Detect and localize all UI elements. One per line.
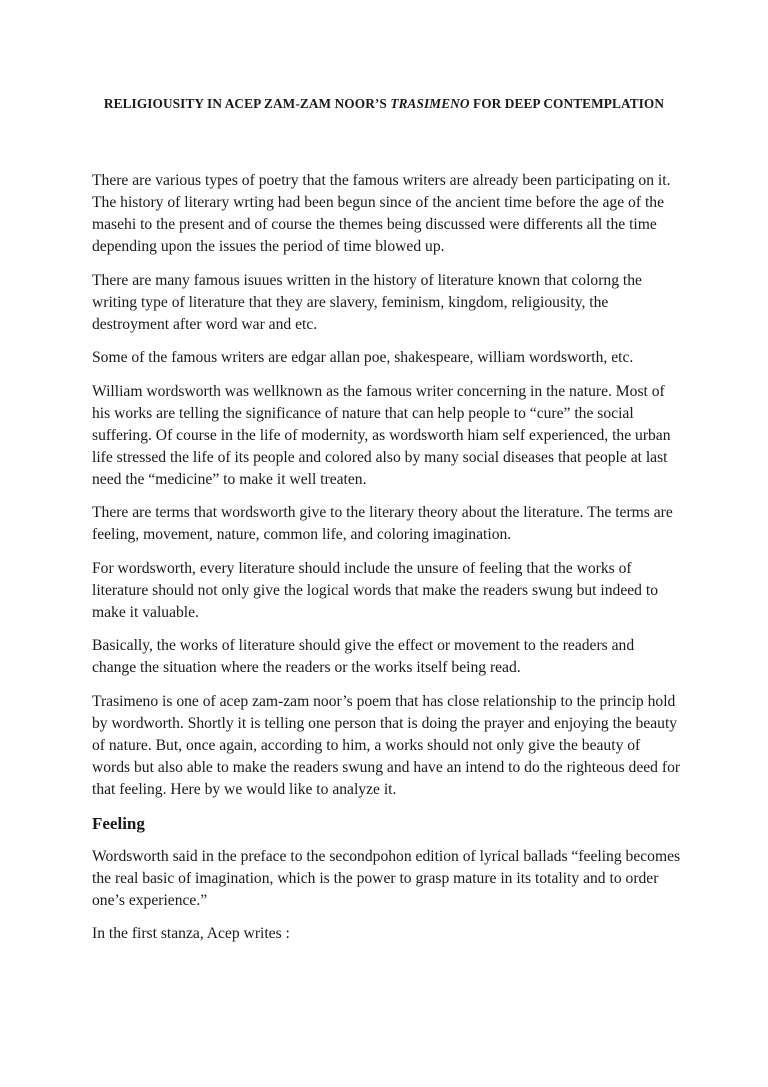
title-part-1: RELIGIOUSITY IN ACEP ZAM-ZAM NOOR’S [103, 96, 391, 111]
paragraph: Some of the famous writers are edgar allan poe, shakespeare, william wordsworth, etc. [92, 349, 634, 366]
title-part-2: FOR DEEP CONTEMPLATION [469, 96, 665, 111]
paragraph: William wordsworth was wellknown as the famous writer concerning in the nature. Most of his works are telling the significance of nature that can help people to “cure” the social suffering. Of course in the life of modernity, as wordsworth hiam self experienced, the urban life stressed the life of its people and colored also by many social diseases that people at last need the “medicine” to make it well treaten. [92, 382, 671, 488]
paragraph: In the first stanza, Acep writes : [92, 925, 290, 942]
paragraph: There are various types of poetry that the famous writers are already been participating on it. The history of literary wrting had been begun since of the ancient time before the age of the masehi to the present and of course the themes being discussed were differents all the time depending upon the issues the period of time blowed up. [92, 172, 671, 255]
paragraph: Wordsworth said in the preface to the secondpohon edition of lyrical ballads “feeling becomes the real basic of imagination, which is the power to grasp mature in its totality and to order one’s experience.” [92, 847, 681, 909]
section-heading: Feeling [92, 813, 145, 833]
paragraph: Basically, the works of literature should give the effect or movement to the readers and change the situation where the readers or the works itself being read. [92, 637, 635, 676]
document-title [100, 94, 668, 113]
document-body [92, 170, 682, 957]
paragraph: There are many famous isuues written in the history of literature known that colorng the writing type of literature that they are slavery, feminism, kingdom, religiousity, the destroyment after word war and etc. [92, 271, 642, 333]
paragraph: Trasimeno is one of acep zam-zam noor’s poem that has close relationship to the princip hold by wordworth. Shortly it is telling one person that is doing the prayer and enjoying the beauty of nature. But, once again, according to him, a works should not only give the beauty of words but also able to make the readers swung and have an intend to do the righteous deed for that feeling. Here by we would like to analyze it. [92, 692, 681, 798]
paragraph: For wordsworth, every literature should include the unsure of feeling that the works of literature should not only give the logical words that make the readers swung but indeed to make it valuable. [92, 559, 658, 621]
title-italic-poem-name: TRASIMENO [390, 96, 470, 111]
paragraph: There are terms that wordsworth give to the literary theory about the literature. The terms are feeling, movement, nature, common life, and coloring imagination. [92, 504, 673, 543]
